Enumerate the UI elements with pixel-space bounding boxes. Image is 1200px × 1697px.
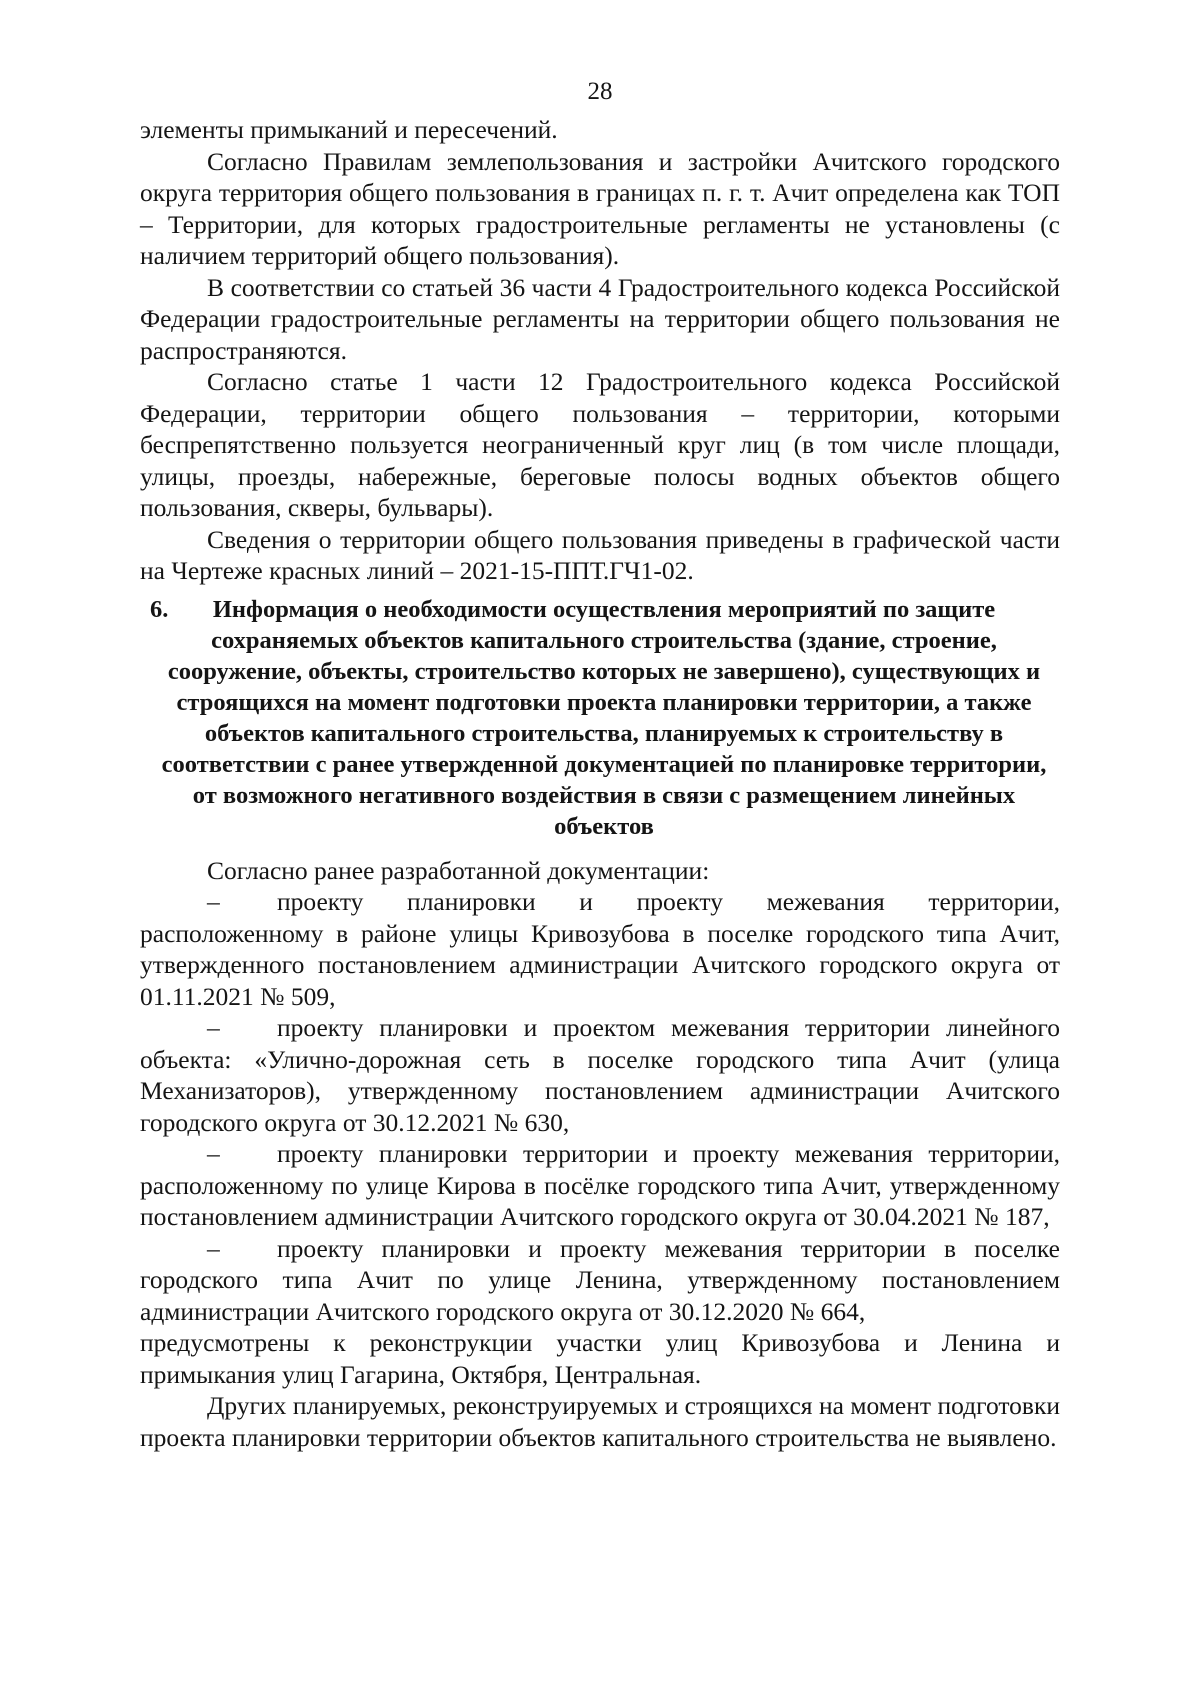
list-item bbox=[140, 886, 1060, 1012]
list-item-text: проекту планировки и проекту межевания территории, расположенному в районе улицы Кривозубова в поселке городского типа Ачит, утвержденного постановлением администрации Ачитского городского округа от 01.11.2021 № 509, bbox=[140, 887, 1060, 1011]
paragraph: элементы примыканий и пересечений. bbox=[140, 115, 558, 144]
list-item-text: проекту планировки и проекту межевания территории в поселке городского типа Ачит по улице Ленина, утвержденному постановлением администрации Ачитского городского округа от 30.12.2020 № 664, bbox=[140, 1233, 1060, 1326]
closing-paragraph: Других планируемых, реконструируемых и строящихся на момент подготовки проекта планировки территории объектов капитального строительства не выявлено. bbox=[140, 1391, 1060, 1452]
section-heading bbox=[140, 594, 1060, 842]
page-number: 28 bbox=[587, 78, 613, 105]
list-item bbox=[140, 1012, 1060, 1138]
section-title: Информация о необходимости осуществления мероприятий по защите сохраняемых объектов капитального строительства (здание, строение, сооружение, объекты, строительство которых не завершено), существующих и строящихся на момент подготовки проекта планировки территории, а также объектов капитального строительства, планируемых к строительству в соответствии с ранее утвержденной документацией по планировке территории, от возможного негативного воздействия в связи с размещением линейных объектов bbox=[161, 595, 1047, 840]
paragraph: Согласно Правилам землепользования и застройки Ачитского городского округа территория общего пользования в границах п. г. т. Ачит определена как ТОП – Территории, для которых градостроительные регламенты не установлены (с наличием территорий общего пользования). bbox=[140, 146, 1060, 270]
list-item-text: проекту планировки территории и проекту межевания территории, расположенному по улице Кирова в посёлке городского типа Ачит, утвержденному постановлением администрации Ачитского городского округа от 30.04.2021 № 187, bbox=[140, 1139, 1060, 1231]
list-dash: – bbox=[207, 1233, 220, 1263]
intro-paragraph: Согласно ранее разработанной документации: bbox=[207, 855, 710, 885]
list-item bbox=[140, 1138, 1060, 1233]
list-dash: – bbox=[207, 1139, 220, 1168]
list-dash: – bbox=[207, 887, 220, 916]
section-number: 6. bbox=[150, 595, 169, 623]
list-dash: – bbox=[207, 1013, 220, 1042]
paragraph: Сведения о территории общего пользования приведены в графической части на Чертеже красных линий – 2021-15-ППТ.ГЧ1-02. bbox=[140, 524, 1060, 585]
list-item-text: проекту планировки и проектом межевания территории линейного объекта: «Улично-дорожная сеть в поселке городского типа Ачит (улица Механизаторов), утвержденному постановлением администрации Ачитского городского округа от 30.12.2021 № 630, bbox=[140, 1013, 1060, 1137]
paragraph: предусмотрены к реконструкции участки улиц Кривозубова и Ленина и примыкания улиц Гагарина, Октября, Центральная. bbox=[140, 1328, 1060, 1389]
paragraph: В соответствии со статьей 36 части 4 Градостроительного кодекса Российской Федерации градостроительные регламенты на территории общего пользования не распространяются. bbox=[140, 272, 1060, 365]
paragraph: Согласно статье 1 части 12 Градостроительного кодекса Российской Федерации, территории общего пользования – территории, которыми беспрепятственно пользуется неограниченный круг лиц (в том числе площади, улицы, проезды, набережные, береговые полосы водных объектов общего пользования, скверы, бульвары). bbox=[140, 367, 1060, 522]
document-body bbox=[140, 114, 1060, 1453]
list-item bbox=[140, 1233, 1060, 1328]
